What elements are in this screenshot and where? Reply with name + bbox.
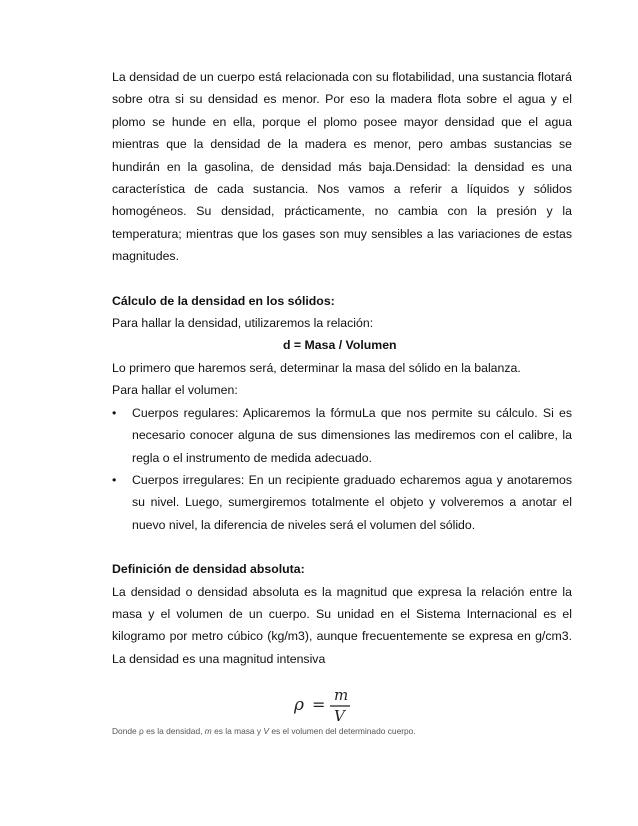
absoluta-heading: Definición de densidad absoluta:	[112, 562, 305, 577]
intro-paragraph: La densidad de un cuerpo está relacionada con su flotabilidad, una sustancia flotará sobre otra si su densidad es menor. Por eso la madera flota sobre el agua y el plomo se hunde en ella, porque el plomo posee mayor densidad que el agua mientras que la densidad de la madera es menor, pero ambas sustancias se hundirán en la gasolina, de densidad más baja.Densidad: la densidad es una característica de cada sustancia. Nos vamos a referir a líquidos y sólidos homogéneos. Su densidad, prácticamente, no cambia con la presión y la temperatura; mientras que los gases son muy sensibles a las variaciones de estas magnitudes.	[112, 70, 572, 264]
density-equation	[290, 685, 370, 725]
document-body	[112, 66, 572, 670]
bullet-text: Cuerpos regulares: Aplicaremos la fórmuLa que nos permite su cálculo. Si es necesario conocer alguna de sus dimensiones las mediremos con el calibre, la regla o el instrumento de medida adecuado.	[132, 405, 572, 465]
spacer	[112, 536, 572, 558]
bullet-text: Cuerpos irregulares: En un recipiente graduado echaremos agua y anotaremos su nivel. Luego, sumergiremos totalmente el objeto y volveremos a anotar el nuevo nivel, la diferencia de niveles será el volumen del sólido.	[132, 472, 572, 532]
equation-numerator: m	[334, 686, 349, 704]
density-formula: d = Masa / Volumen	[283, 338, 397, 353]
equation-caption	[112, 726, 472, 736]
equation-equals: =	[312, 695, 326, 714]
caption-v: V	[263, 726, 270, 736]
caption-part: es el volumen del determinado cuerpo.	[269, 726, 416, 736]
bullet-item-irregulares	[112, 469, 572, 536]
relation-intro: Para hallar la densidad, utilizaremos la relación:	[112, 316, 374, 331]
absoluta-paragraph: La densidad o densidad absoluta es la magnitud que expresa la relación entre la masa y el volumen de un cuerpo. Su unidad en el Sistema Internacional es el kilogramo por metro cúbico (kg/m3), aunque frecuentemente se expresa en g/cm3. La densidad es una magnitud intensiva	[112, 584, 572, 666]
equation-rho: ρ	[294, 695, 304, 715]
caption-m: m	[204, 726, 212, 736]
spacer	[112, 268, 572, 290]
bullet-dot-icon: •	[112, 405, 117, 420]
caption-part: Donde ρ es la densidad,	[112, 726, 205, 736]
caption-part: es la masa y	[211, 726, 264, 736]
bullet-dot-icon: •	[112, 472, 117, 487]
masa-text: Lo primero que haremos será, determinar la masa del sólido en la balanza.	[112, 360, 521, 375]
solidos-heading: Cálculo de la densidad en los sólidos:	[112, 293, 335, 308]
bullet-item-regulares	[112, 402, 572, 469]
volumen-intro: Para hallar el volumen:	[112, 383, 238, 398]
equation-denominator: V	[334, 707, 345, 725]
